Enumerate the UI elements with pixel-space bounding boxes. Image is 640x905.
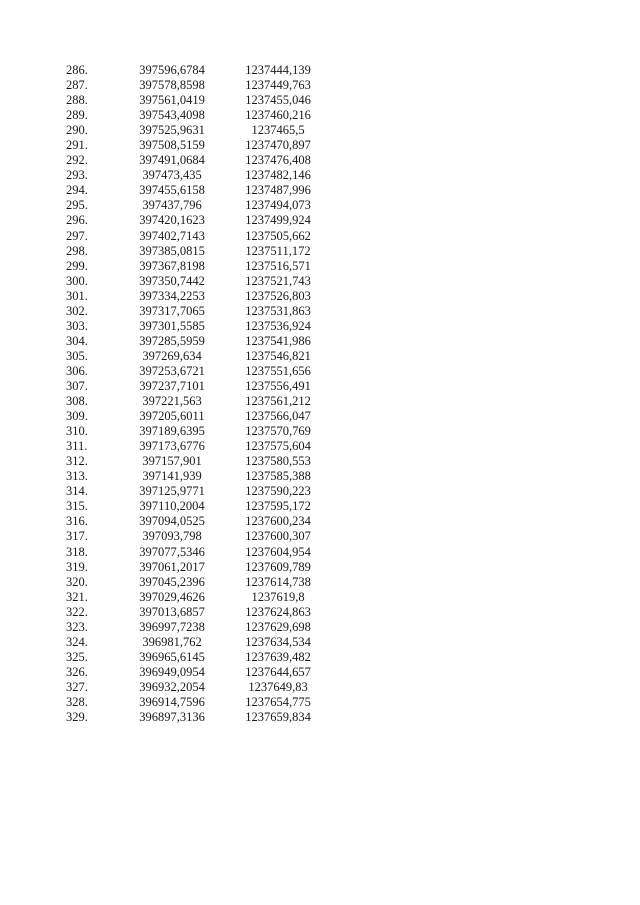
row-number: 311.	[66, 439, 88, 454]
table-row	[0, 499, 640, 514]
table-row	[0, 439, 640, 454]
table-row	[0, 183, 640, 198]
x-coordinate: 397350,7442	[139, 273, 205, 288]
table-row	[0, 469, 640, 484]
row-number: 287.	[66, 78, 88, 93]
x-coordinate: 397385,0815	[139, 243, 205, 258]
y-coordinate: 1237482,146	[245, 168, 311, 183]
table-row	[0, 63, 640, 78]
y-coordinate: 1237444,139	[245, 63, 311, 77]
table-row	[0, 529, 640, 544]
x-coordinate: 396997,7238	[139, 619, 205, 634]
row-number: 289.	[66, 108, 88, 123]
y-coordinate: 1237536,924	[245, 318, 311, 333]
y-coordinate: 1237590,223	[245, 484, 311, 499]
table-row	[0, 560, 640, 575]
row-number: 301.	[66, 288, 88, 303]
row-number: 313.	[66, 469, 88, 484]
row-number: 293.	[66, 168, 88, 183]
table-row	[0, 153, 640, 168]
x-coordinate: 397317,7065	[139, 303, 205, 318]
row-number: 286.	[66, 63, 88, 77]
table-row	[0, 93, 640, 108]
table-row	[0, 123, 640, 138]
x-coordinate: 396981,762	[142, 634, 202, 649]
y-coordinate: 1237600,307	[245, 529, 311, 544]
row-number: 299.	[66, 258, 88, 273]
table-row	[0, 319, 640, 334]
x-coordinate: 396949,0954	[139, 664, 205, 679]
table-row	[0, 138, 640, 153]
x-coordinate: 397094,0525	[139, 514, 205, 529]
row-number: 327.	[66, 679, 88, 694]
y-coordinate: 1237561,212	[245, 394, 311, 409]
y-coordinate: 1237600,234	[245, 514, 311, 529]
table-row	[0, 198, 640, 213]
x-coordinate: 397253,6721	[139, 363, 205, 378]
table-row	[0, 259, 640, 274]
y-coordinate: 1237566,047	[245, 409, 311, 424]
x-coordinate: 397508,5159	[139, 138, 205, 153]
x-coordinate: 397578,8598	[139, 78, 205, 93]
y-coordinate: 1237659,834	[245, 710, 311, 725]
table-row	[0, 635, 640, 650]
x-coordinate: 397420,1623	[139, 213, 205, 228]
y-coordinate: 1237604,954	[245, 544, 311, 559]
x-coordinate: 397189,6395	[139, 424, 205, 439]
y-coordinate: 1237551,656	[245, 363, 311, 378]
y-coordinate: 1237470,897	[245, 138, 311, 153]
y-coordinate: 1237541,986	[245, 333, 311, 348]
row-number: 291.	[66, 138, 88, 153]
row-number: 316.	[66, 514, 88, 529]
y-coordinate: 1237505,662	[245, 228, 311, 243]
row-number: 319.	[66, 559, 88, 574]
x-coordinate: 397596,6784	[139, 63, 205, 77]
table-row	[0, 213, 640, 228]
y-coordinate: 1237585,388	[245, 469, 311, 484]
x-coordinate: 397173,6776	[139, 439, 205, 454]
y-coordinate: 1237487,996	[245, 183, 311, 198]
row-number: 308.	[66, 394, 88, 409]
x-coordinate: 397437,796	[142, 198, 202, 213]
row-number: 294.	[66, 183, 88, 198]
y-coordinate: 1237619,8	[251, 589, 305, 604]
x-coordinate: 397077,5346	[139, 544, 205, 559]
y-coordinate: 1237526,803	[245, 288, 311, 303]
row-number: 307.	[66, 378, 88, 393]
table-row	[0, 334, 640, 349]
x-coordinate: 397543,4098	[139, 108, 205, 123]
row-number: 302.	[66, 303, 88, 318]
table-row	[0, 620, 640, 635]
row-number: 292.	[66, 153, 88, 168]
y-coordinate: 1237516,571	[245, 258, 311, 273]
table-row	[0, 575, 640, 590]
x-coordinate: 397045,2396	[139, 574, 205, 589]
row-number: 303.	[66, 318, 88, 333]
x-coordinate: 397473,435	[142, 168, 202, 183]
x-coordinate: 397110,2004	[139, 499, 205, 514]
x-coordinate: 396932,2054	[139, 679, 205, 694]
table-row	[0, 424, 640, 439]
x-coordinate: 397334,2253	[139, 288, 205, 303]
x-coordinate: 397141,939	[142, 469, 202, 484]
table-row	[0, 394, 640, 409]
table-row	[0, 605, 640, 620]
table-row	[0, 514, 640, 529]
x-coordinate: 397301,5585	[139, 318, 205, 333]
x-coordinate: 397013,6857	[139, 604, 205, 619]
x-coordinate: 397125,9771	[139, 484, 205, 499]
row-number: 323.	[66, 619, 88, 634]
x-coordinate: 396965,6145	[139, 649, 205, 664]
row-number: 318.	[66, 544, 88, 559]
x-coordinate: 396897,3136	[139, 710, 205, 725]
table-row	[0, 349, 640, 364]
table-row	[0, 364, 640, 379]
table-row	[0, 590, 640, 605]
table-row	[0, 695, 640, 710]
table-row	[0, 304, 640, 319]
row-number: 305.	[66, 348, 88, 363]
x-coordinate: 397221,563	[142, 394, 202, 409]
y-coordinate: 1237629,698	[245, 619, 311, 634]
x-coordinate: 397525,9631	[139, 123, 205, 138]
x-coordinate: 397029,4626	[139, 589, 205, 604]
y-coordinate: 1237556,491	[245, 378, 311, 393]
row-number: 300.	[66, 273, 88, 288]
x-coordinate: 397367,8198	[139, 258, 205, 273]
table-row	[0, 650, 640, 665]
table-row	[0, 78, 640, 93]
row-number: 290.	[66, 123, 88, 138]
table-row	[0, 289, 640, 304]
y-coordinate: 1237494,073	[245, 198, 311, 213]
y-coordinate: 1237570,769	[245, 424, 311, 439]
row-number: 317.	[66, 529, 88, 544]
table-row	[0, 680, 640, 695]
y-coordinate: 1237531,863	[245, 303, 311, 318]
row-number: 329.	[66, 710, 88, 725]
y-coordinate: 1237575,604	[245, 439, 311, 454]
table-row	[0, 454, 640, 469]
table-row	[0, 244, 640, 259]
row-number: 304.	[66, 333, 88, 348]
row-number: 310.	[66, 424, 88, 439]
y-coordinate: 1237639,482	[245, 649, 311, 664]
table-row	[0, 710, 640, 725]
coordinate-table	[0, 63, 640, 725]
x-coordinate: 397061,2017	[139, 559, 205, 574]
x-coordinate: 397093,798	[142, 529, 202, 544]
table-row	[0, 168, 640, 183]
row-number: 320.	[66, 574, 88, 589]
table-row	[0, 665, 640, 680]
row-number: 288.	[66, 93, 88, 108]
y-coordinate: 1237521,743	[245, 273, 311, 288]
row-number: 297.	[66, 228, 88, 243]
x-coordinate: 397237,7101	[139, 378, 205, 393]
y-coordinate: 1237649,83	[248, 679, 308, 694]
x-coordinate: 397402,7143	[139, 228, 205, 243]
table-row	[0, 545, 640, 560]
row-number: 326.	[66, 664, 88, 679]
table-row	[0, 108, 640, 123]
y-coordinate: 1237476,408	[245, 153, 311, 168]
row-number: 325.	[66, 649, 88, 664]
row-number: 321.	[66, 589, 88, 604]
y-coordinate: 1237449,763	[245, 78, 311, 93]
table-row	[0, 409, 640, 424]
y-coordinate: 1237595,172	[245, 499, 311, 514]
y-coordinate: 1237499,924	[245, 213, 311, 228]
row-number: 295.	[66, 198, 88, 213]
y-coordinate: 1237511,172	[245, 243, 311, 258]
row-number: 309.	[66, 409, 88, 424]
y-coordinate: 1237644,657	[245, 664, 311, 679]
y-coordinate: 1237580,553	[245, 454, 311, 469]
y-coordinate: 1237614,738	[245, 574, 311, 589]
y-coordinate: 1237460,216	[245, 108, 311, 123]
y-coordinate: 1237634,534	[245, 634, 311, 649]
y-coordinate: 1237624,863	[245, 604, 311, 619]
table-row	[0, 274, 640, 289]
row-number: 315.	[66, 499, 88, 514]
y-coordinate: 1237609,789	[245, 559, 311, 574]
row-number: 306.	[66, 363, 88, 378]
table-row	[0, 229, 640, 244]
table-row	[0, 379, 640, 394]
row-number: 328.	[66, 694, 88, 709]
x-coordinate: 397491,0684	[139, 153, 205, 168]
x-coordinate: 397561,0419	[139, 93, 205, 108]
x-coordinate: 397285,5959	[139, 333, 205, 348]
x-coordinate: 397269,634	[142, 348, 202, 363]
y-coordinate: 1237546,821	[245, 348, 311, 363]
y-coordinate: 1237455,046	[245, 93, 311, 108]
row-number: 298.	[66, 243, 88, 258]
row-number: 296.	[66, 213, 88, 228]
x-coordinate: 397157,901	[142, 454, 202, 469]
row-number: 314.	[66, 484, 88, 499]
x-coordinate: 397455,6158	[139, 183, 205, 198]
x-coordinate: 396914,7596	[139, 694, 205, 709]
row-number: 312.	[66, 454, 88, 469]
x-coordinate: 397205,6011	[139, 409, 205, 424]
table-row	[0, 484, 640, 499]
row-number: 324.	[66, 634, 88, 649]
row-number: 322.	[66, 604, 88, 619]
y-coordinate: 1237654,775	[245, 694, 311, 709]
y-coordinate: 1237465,5	[251, 123, 305, 138]
